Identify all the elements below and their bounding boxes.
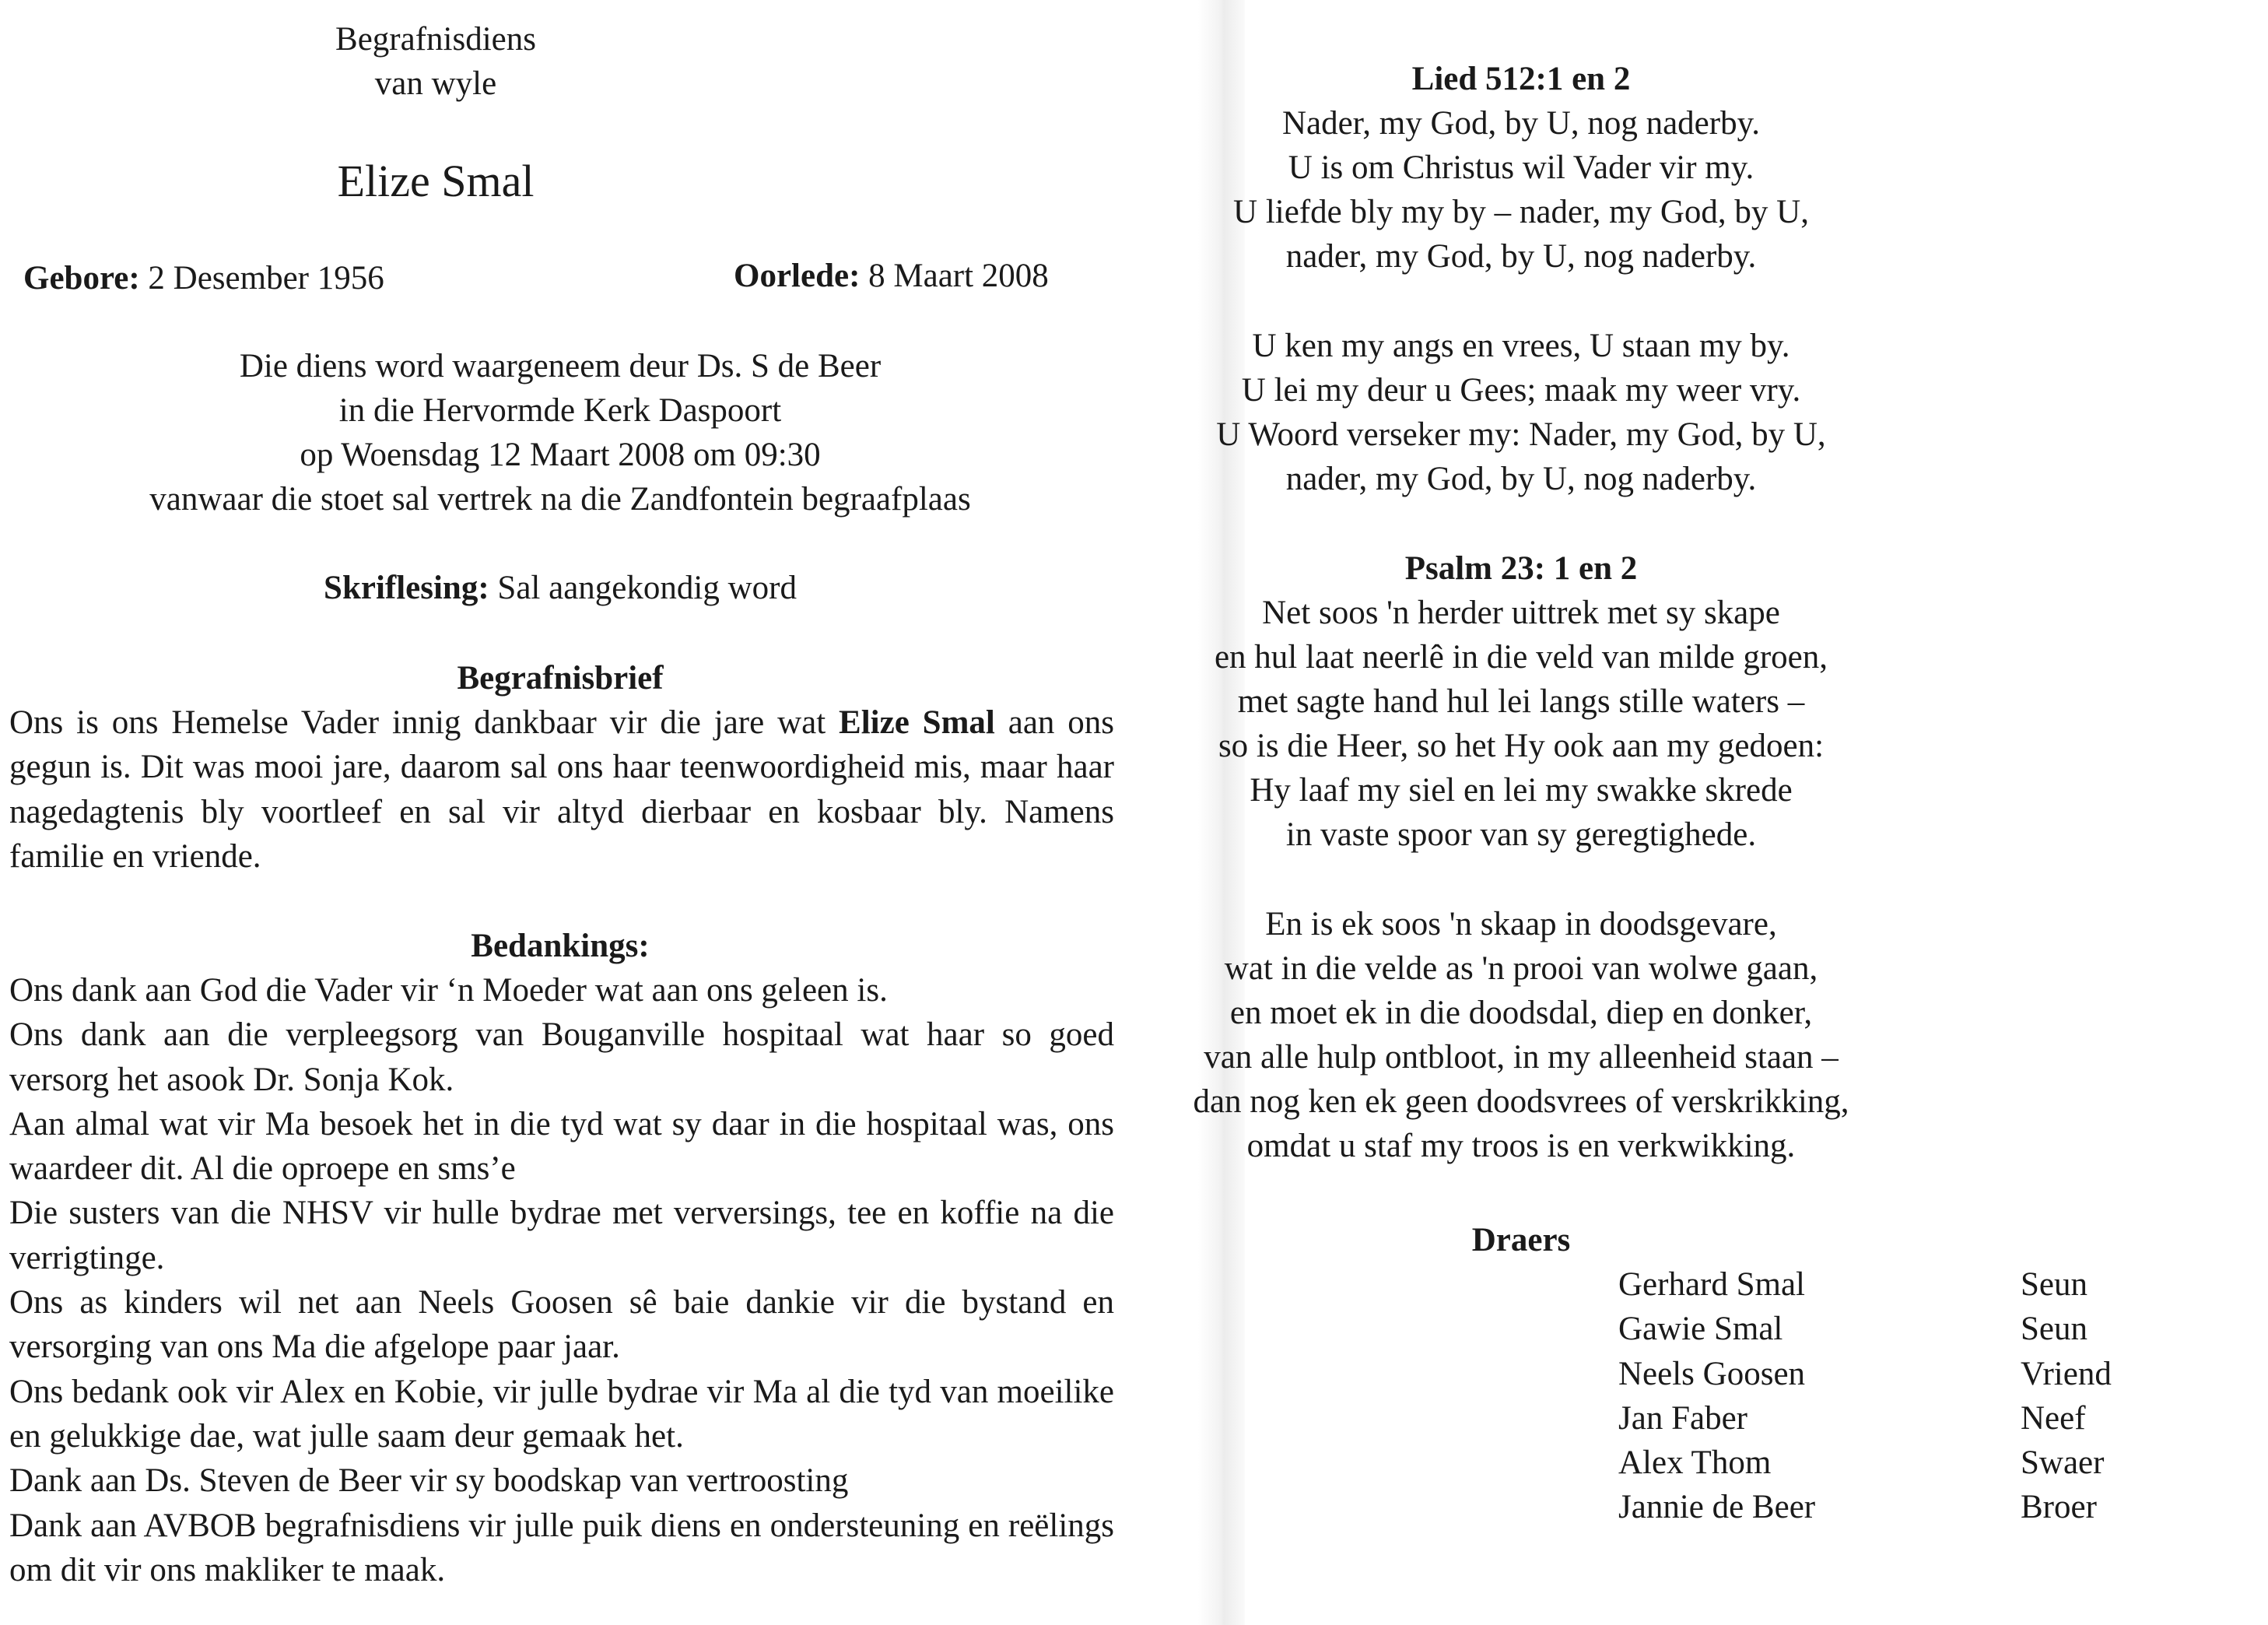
hymn-heading: Lied 512:1 en 2 bbox=[1411, 61, 1631, 97]
pallbearer-relation: Vriend bbox=[2021, 1355, 2112, 1392]
letter-text-start: Ons is ons Hemelse Vader innig dankbaar vir die jare wat bbox=[9, 704, 826, 741]
pallbearer-name: Jan Faber bbox=[1618, 1399, 1747, 1437]
thanks-item: Ons as kinders wil net aan Neels Goosen sê baie dankie vir die bystand en versorging van ons Ma die afgelope paar jaar. bbox=[9, 1284, 1114, 1366]
hymn-line: U lei my deur u Gees; maak my weer vry. bbox=[1241, 372, 1801, 409]
psalm-line: so is die Heer, so het Hy ook aan my gedoen: bbox=[1218, 728, 1825, 764]
hymn-line: U Woord verseker my: Nader, my God, by U, bbox=[1216, 416, 1826, 453]
psalm-line: wat in die velde as 'n prooi van wolwe gaan, bbox=[1224, 950, 1818, 987]
pallbearer-relation: Seun bbox=[2021, 1266, 2087, 1303]
psalm-line: van alle hulp ontbloot, in my alleenheid staan – bbox=[1204, 1039, 1839, 1076]
pallbearer-name: Gawie Smal bbox=[1618, 1311, 1783, 1348]
born-row bbox=[23, 256, 384, 300]
pallbearer-name: Alex Thom bbox=[1618, 1444, 1772, 1482]
hymn-line: U is om Christus wil Vader vir my. bbox=[1288, 149, 1754, 186]
pallbearer-relation: Broer bbox=[2021, 1489, 2097, 1526]
hymn-line: nader, my God, by U, nog naderby. bbox=[1285, 461, 1757, 497]
born-label: Gebore: bbox=[23, 260, 140, 297]
pallbearer-row bbox=[1618, 1352, 2163, 1396]
psalm-line: en hul laat neerlê in die veld van milde groen, bbox=[1214, 639, 1828, 676]
thanks-item: Die susters van die NHSV vir hulle bydrae met verversings, tee en koffie na die verrigtinge. bbox=[9, 1195, 1114, 1276]
thanks-item: Ons dank aan God die Vader vir ‘n Moeder wat aan ons geleen is. bbox=[9, 972, 888, 1009]
deceased-name: Elize Smal bbox=[337, 156, 535, 206]
hymn-line: U ken my angs en vrees, U staan my by. bbox=[1252, 328, 1790, 364]
pallbearer-name: Neels Goosen bbox=[1618, 1355, 1806, 1392]
pallbearer-relation: Swaer bbox=[2021, 1444, 2105, 1482]
hymn-line: nader, my God, by U, nog naderby. bbox=[1285, 238, 1757, 275]
psalm-line: En is ek soos 'n skaap in doodsgevare, bbox=[1265, 906, 1777, 942]
pallbearers-list bbox=[1618, 1262, 2163, 1530]
letter-deceased-name: Elize Smal bbox=[839, 704, 995, 741]
service-line: in die Hervormde Kerk Daspoort bbox=[338, 392, 782, 429]
pallbearer-name: Jannie de Beer bbox=[1618, 1489, 1816, 1526]
hymn-line: Nader, my God, by U, nog naderby. bbox=[1281, 105, 1761, 142]
service-line: Die diens word waargeneem deur Ds. S de Beer bbox=[239, 348, 882, 384]
psalm-line: en moet ek in die doodsdal, diep en donker, bbox=[1229, 995, 1813, 1031]
reading-label: Skriflesing: bbox=[324, 570, 489, 606]
pallbearer-row bbox=[1618, 1485, 2163, 1529]
thanks-item: Dank aan Ds. Steven de Beer vir sy boodskap van vertroosting bbox=[9, 1462, 849, 1500]
psalm-line: in vaste spoor van sy geregtighede. bbox=[1285, 816, 1757, 853]
psalm-line: dan nog ken ek geen doodsvrees of verskrikking, bbox=[1193, 1083, 1849, 1120]
pallbearer-row bbox=[1618, 1307, 2163, 1351]
died-date: 8 Maart 2008 bbox=[868, 258, 1049, 294]
pallbearer-row bbox=[1618, 1441, 2163, 1485]
psalm-line: Hy laaf my siel en lei my swakke skrede bbox=[1250, 772, 1793, 809]
service-subheading: van wyle bbox=[374, 65, 497, 102]
letter-heading: Begrafnisbrief bbox=[457, 660, 664, 697]
thanks-item: Dank aan AVBOB begrafnisdiens vir julle puik diens en ondersteuning en reëlings om dit vir ons makliker te maak. bbox=[9, 1507, 1114, 1588]
letter-text-end: aan ons gegun is. Dit was mooi jare, daarom sal ons haar teenwoordigheid mis, maar haar nagedagtenis bly voortleef en sal vir altyd dierbaar en kosbaar bly. Namens familie en vriende. bbox=[9, 704, 1115, 875]
thanks-item: Aan almal wat vir Ma besoek het in die tyd wat sy daar in die hospitaal was, ons waardeer dit. Al die oproepe en sms’e bbox=[9, 1105, 1114, 1188]
service-heading: Begrafnisdiens bbox=[335, 21, 536, 58]
right-page bbox=[1193, 0, 2268, 1625]
died-label: Oorlede: bbox=[734, 258, 861, 294]
psalm-heading: Psalm 23: 1 en 2 bbox=[1404, 550, 1638, 587]
psalm-line: Net soos 'n herder uittrek met sy skape bbox=[1262, 595, 1780, 631]
psalm-line: met sagte hand hul lei langs stille waters – bbox=[1237, 683, 1805, 720]
reading-text: Sal aangekondig word bbox=[497, 570, 797, 606]
pallbearer-name: Gerhard Smal bbox=[1618, 1266, 1806, 1303]
thanks-heading: Bedankings: bbox=[471, 928, 650, 964]
hymn-line: U liefde bly my by – nader, my God, by U, bbox=[1233, 194, 1809, 230]
thanks-item: Ons dank aan die verpleegsorg van Bouganville hospitaal wat haar so goed versorg het asook Dr. Sonja Kok. bbox=[9, 1016, 1114, 1098]
psalm-line: omdat u staf my troos is en verkwikking. bbox=[1246, 1128, 1796, 1164]
service-line: vanwaar die stoet sal vertrek na die Zandfontein begraafplaas bbox=[149, 481, 971, 518]
pallbearer-relation: Neef bbox=[2021, 1399, 2086, 1437]
pallbearer-relation: Seun bbox=[2021, 1311, 2087, 1348]
pallbearers-heading: Draers bbox=[1471, 1222, 1571, 1258]
born-date: 2 Desember 1956 bbox=[148, 260, 384, 297]
service-line: op Woensdag 12 Maart 2008 om 09:30 bbox=[300, 437, 821, 473]
thanks-item: Ons bedank ook vir Alex en Kobie, vir julle bydrae vir Ma al die tyd van moeilike en gelukkige dae, wat julle saam deur gemaak het. bbox=[9, 1373, 1114, 1455]
pallbearer-row bbox=[1618, 1396, 2163, 1441]
pallbearer-row bbox=[1618, 1262, 2163, 1307]
